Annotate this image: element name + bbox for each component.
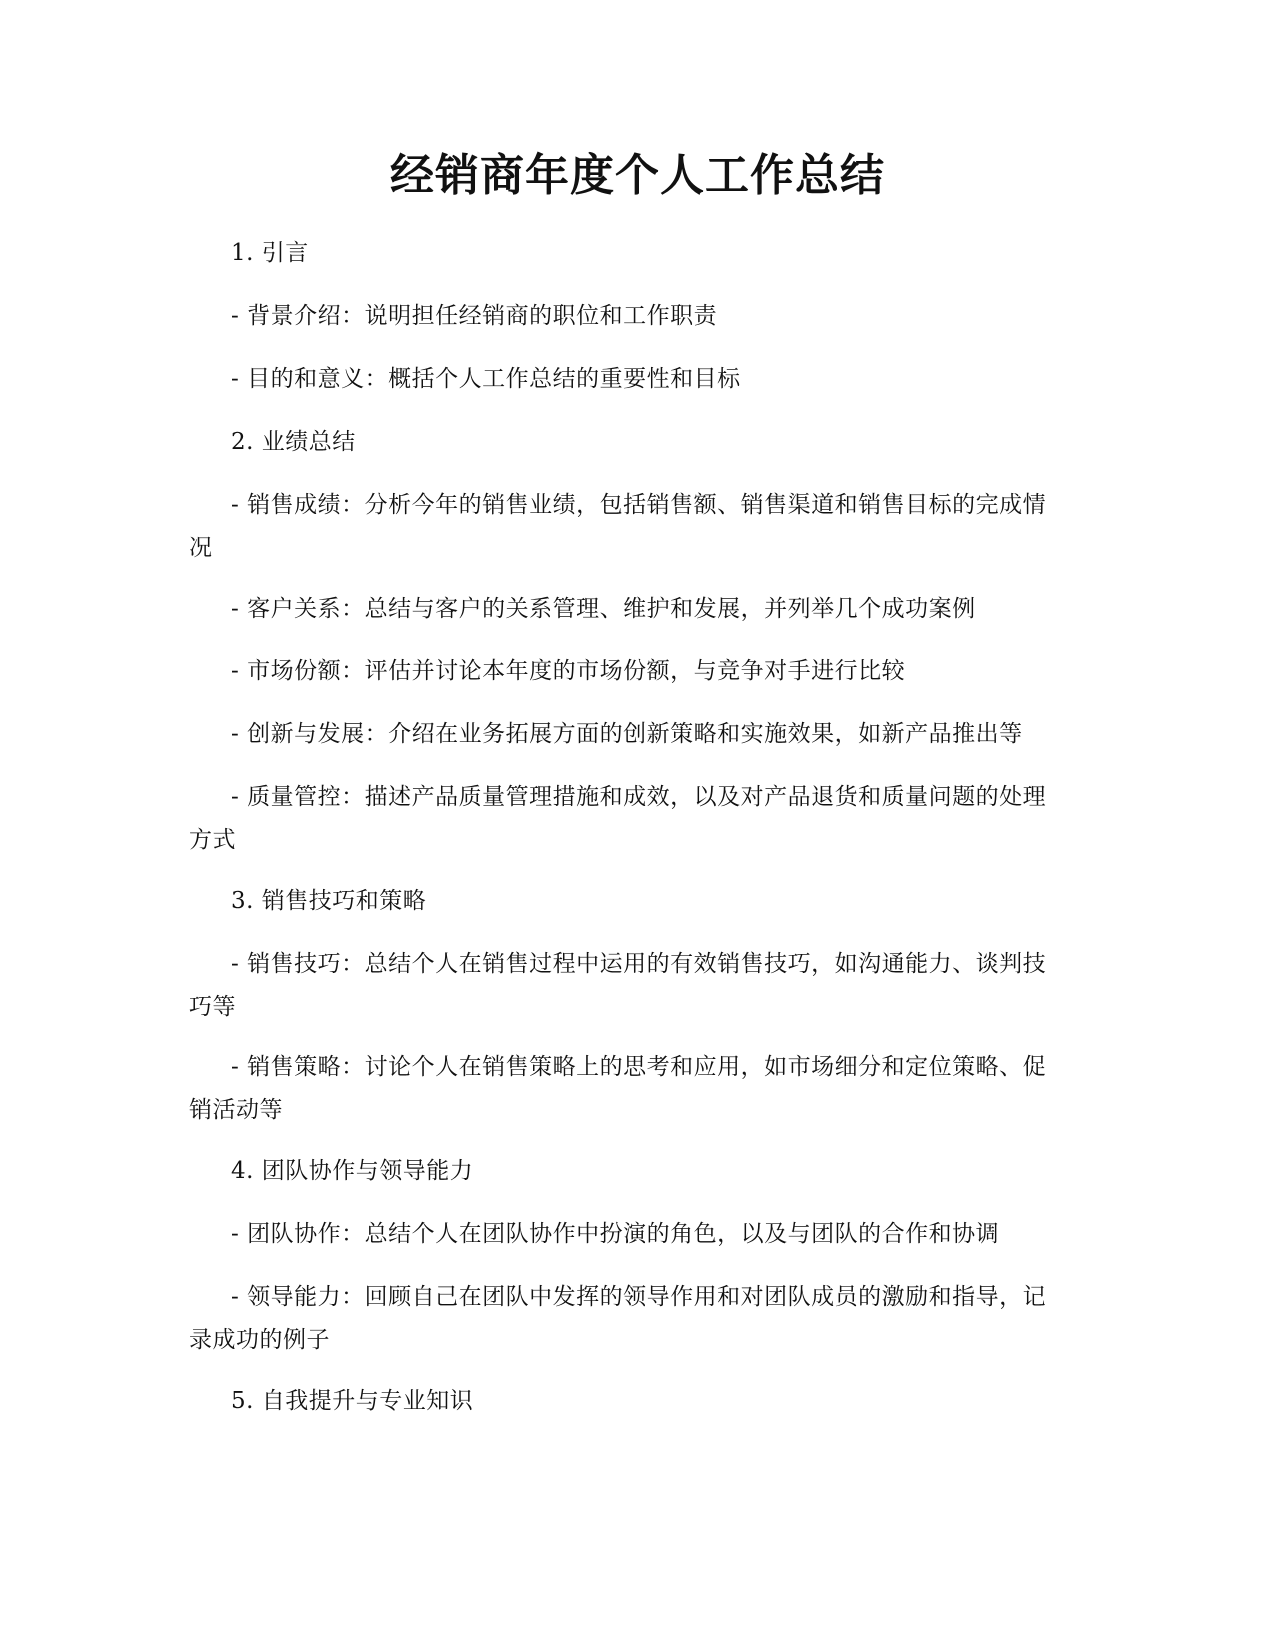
- document-title: 经销商年度个人工作总结: [390, 150, 885, 201]
- section-heading: 2. 业绩总结: [231, 429, 356, 455]
- list-item: - 客户关系：总结与客户的关系管理、维护和发展，并列举几个成功案例: [231, 596, 976, 622]
- list-item: - 质量管控：描述产品质量管理措施和成效，以及对产品退货和质量问题的处理方式: [189, 784, 1047, 853]
- section-heading: 3. 销售技巧和策略: [231, 888, 427, 914]
- section-heading: 5. 自我提升与专业知识: [231, 1388, 474, 1414]
- list-item: - 目的和意义：概括个人工作总结的重要性和目标: [231, 366, 741, 392]
- list-item: - 销售技巧：总结个人在销售过程中运用的有效销售技巧，如沟通能力、谈判技巧等: [189, 951, 1047, 1020]
- list-item: - 销售成绩：分析今年的销售业绩，包括销售额、销售渠道和销售目标的完成情况: [189, 492, 1047, 561]
- list-item: - 市场份额：评估并讨论本年度的市场份额，与竞争对手进行比较: [231, 658, 906, 684]
- list-item: - 背景介绍：说明担任经销商的职位和工作职责: [231, 303, 718, 329]
- list-item: - 销售策略：讨论个人在销售策略上的思考和应用，如市场细分和定位策略、促销活动等: [189, 1054, 1047, 1123]
- section-heading: 4. 团队协作与领导能力: [231, 1158, 474, 1184]
- section-heading: 1. 引言: [231, 240, 309, 266]
- list-item: - 团队协作：总结个人在团队协作中扮演的角色，以及与团队的合作和协调: [231, 1221, 1000, 1247]
- list-item: - 领导能力：回顾自己在团队中发挥的领导作用和对团队成员的激励和指导，记录成功的例子: [189, 1284, 1047, 1353]
- list-item: - 创新与发展：介绍在业务拓展方面的创新策略和实施效果，如新产品推出等: [231, 721, 1023, 747]
